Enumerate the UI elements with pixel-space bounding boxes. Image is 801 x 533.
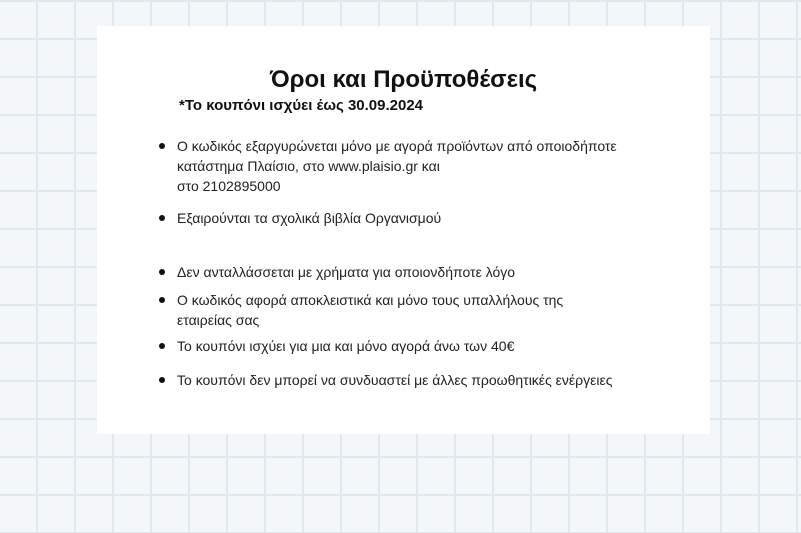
list-item	[157, 262, 697, 282]
bullet-dot-icon	[159, 343, 165, 349]
coupon-validity-note: *Το κουπόνι ισχύει έως 30.09.2024	[179, 97, 424, 114]
term-text: Εξαιρούνται τα σχολικά βιβλία Οργανισμού	[177, 210, 442, 226]
term-text: Ο κωδικός εξαργυρώνεται μόνο με αγορά προϊόντων από οποιοδήποτε κατάστημα Πλαίσιο, στο www.plaisio.gr και στο 2102895000	[177, 138, 617, 194]
term-text: Ο κωδικός αφορά αποκλειστικά και μόνο τους υπαλλήλους της εταιρείας σας	[177, 292, 564, 328]
list-item	[157, 370, 697, 390]
bullet-dot-icon	[159, 377, 165, 383]
page-title: Όροι και Προϋποθέσεις	[269, 66, 538, 93]
bullet-dot-icon	[159, 297, 165, 303]
bullet-dot-icon	[159, 269, 165, 275]
list-item	[157, 208, 697, 228]
list-item	[157, 290, 697, 330]
term-text: Το κουπόνι ισχύει για μια και μόνο αγορά άνω των 40€	[177, 338, 515, 354]
list-item	[157, 336, 697, 356]
list-item	[157, 136, 697, 196]
term-text: Δεν ανταλλάσσεται με χρήματα για οποιονδήποτε λόγο	[177, 264, 516, 280]
term-text: Το κουπόνι δεν μπορεί να συνδυαστεί με άλλες προωθητικές ενέργειες	[177, 372, 613, 388]
terms-card	[97, 26, 710, 434]
bullet-dot-icon	[159, 143, 165, 149]
bullet-dot-icon	[159, 215, 165, 221]
